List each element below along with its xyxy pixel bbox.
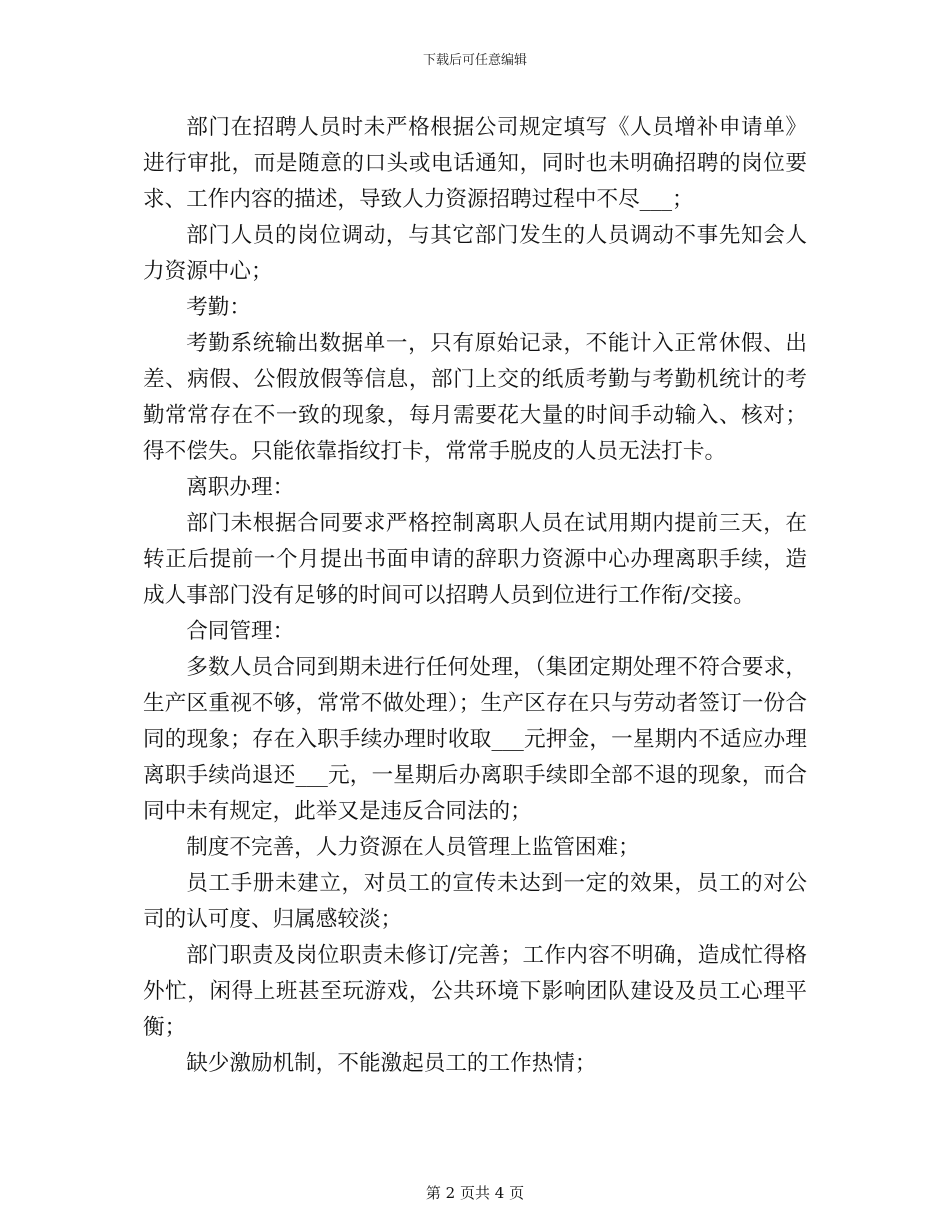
- paragraph: 多数人员合同到期未进行任何处理，（集团定期处理不符合要求，生产区重视不够，常常不做处理）；生产区存在只与劳动者签订一份合同的现象；存在入职手续办理时收取___元押金，一星期内不适应办理离职手续尚退还___元，一星期后办离职手续即全部不退的现象，而合同中未有规定，此举又是违反合同法的；: [143, 655, 807, 824]
- document-body: [143, 110, 807, 1082]
- paragraph: 缺少激励机制，不能激起员工的工作热情；: [186, 1051, 597, 1076]
- section-heading: 考勤：: [186, 295, 251, 320]
- paragraph: 部门人员的岗位调动，与其它部门发生的人员调动不事先知会人力资源中心；: [143, 223, 807, 284]
- page-header: 下载后可任意编辑: [422, 53, 527, 68]
- section-heading: 合同管理：: [186, 619, 295, 644]
- paragraph: 部门在招聘人员时未严格根据公司规定填写《人员增补申请单》进行审批，而是随意的口头或电话通知，同时也未明确招聘的岗位要求、工作内容的描述，导致人力资源招聘过程中不尽___；: [143, 115, 807, 212]
- section-heading: 离职办理：: [186, 475, 295, 500]
- page-number: 第 2 页共 4 页: [425, 1184, 525, 1202]
- paragraph: 部门职责及岗位职责未修订/完善；工作内容不明确，造成忙得格外忙，闲得上班甚至玩游戏，公共环境下影响团队建设及员工心理平衡；: [143, 943, 807, 1040]
- paragraph: 员工手册未建立，对员工的宣传未达到一定的效果，员工的对公司的认可度、归属感较淡；: [143, 871, 807, 932]
- paragraph: 考勤系统输出数据单一，只有原始记录，不能计入正常休假、出差、病假、公假放假等信息，部门上交的纸质考勤与考勤机统计的考勤常常存在不一致的现象，每月需要花大量的时间手动输入、核对；得不偿失。只能依靠指纹打卡，常常手脱皮的人员无法打卡。: [143, 331, 807, 464]
- paragraph: 部门未根据合同要求严格控制离职人员在试用期内提前三天，在转正后提前一个月提出书面申请的辞职力资源中心办理离职手续，造成人事部门没有足够的时间可以招聘人员到位进行工作衔/交接。: [143, 511, 807, 608]
- paragraph: 制度不完善，人力资源在人员管理上监管困难；: [186, 835, 640, 860]
